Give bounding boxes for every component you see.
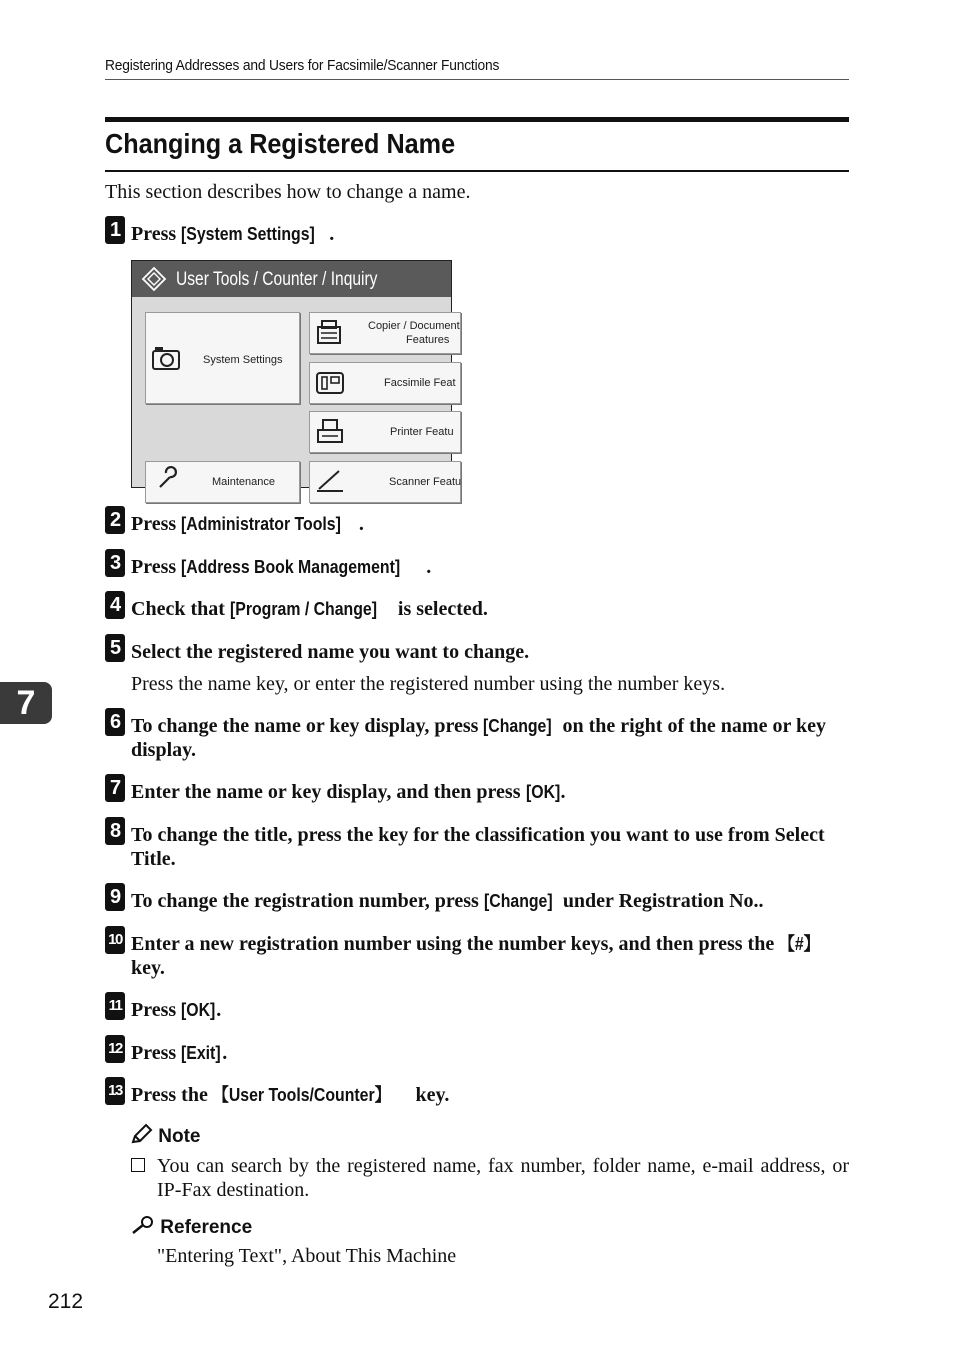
copier-label: Copier / Document — [368, 320, 460, 332]
keyword: [Administrator Tools] — [181, 514, 342, 534]
step-7: Enter the name or key display, and then press [OK]. — [131, 781, 566, 803]
step-number-badge: 8 — [105, 817, 125, 845]
page-number: 212 — [48, 1290, 84, 1313]
chapter-tab: 7 — [0, 682, 52, 724]
step-number-badge: 6 — [105, 708, 125, 736]
step-number-badge: 10 — [105, 926, 125, 954]
step-5-detail: Press the name key, or enter the registered number using the number keys. — [131, 673, 726, 695]
scanner-icon — [315, 467, 345, 495]
keyword: [OK] — [525, 782, 560, 802]
step-2: Press [Administrator Tools] . — [131, 513, 364, 535]
copier-icon — [315, 319, 345, 347]
printer-features-button[interactable] — [309, 411, 461, 453]
keyword: [Change] — [483, 891, 553, 911]
printer-label: Printer Featu — [390, 426, 454, 438]
screen-title: User Tools / Counter / Inquiry — [176, 269, 378, 290]
system-settings-button[interactable] — [145, 312, 300, 404]
title-rule-top — [105, 117, 849, 122]
keyword: [System Settings] — [181, 224, 315, 244]
pencil-icon — [131, 1124, 153, 1144]
reference-text: "Entering Text", About This Machine — [157, 1245, 457, 1267]
step-number-badge: 11 — [105, 992, 125, 1020]
wrench-icon — [156, 467, 180, 491]
printer-icon — [315, 418, 345, 446]
user-tools-icon — [142, 267, 166, 291]
reference-heading: Reference — [131, 1215, 252, 1239]
step-number-badge: 9 — [105, 883, 125, 911]
step-5: Select the registered name you want to change. — [131, 641, 530, 663]
step-13: Press the 【User Tools/Counter】 key. — [131, 1084, 450, 1106]
facsimile-label: Facsimile Feat — [384, 377, 456, 389]
step-number-badge: 3 — [105, 549, 125, 577]
step-number-badge: 4 — [105, 591, 125, 619]
keyword: [Exit] — [181, 1043, 221, 1063]
step-number-badge: 12 — [105, 1035, 125, 1063]
step-4: Check that [Program / Change] is selected. — [131, 598, 488, 620]
step-8: To change the title, press the key for the classification you want to use from Select Title. — [131, 824, 825, 870]
system-settings-icon — [151, 345, 181, 373]
step-number-badge: 13 — [105, 1077, 125, 1105]
magnifier-icon — [131, 1215, 155, 1235]
keyword: [Address Book Management] — [181, 557, 401, 577]
copier-features-button[interactable] — [309, 312, 461, 354]
scanner-label: Scanner Featu — [389, 476, 462, 488]
maintenance-button[interactable] — [145, 461, 300, 503]
keyword: 【#】 — [779, 934, 820, 954]
step-10: Enter a new registration number using the number keys, and then press the 【#】 key. — [131, 933, 820, 979]
note-text: You can search by the registered name, fax number, folder name, e-mail address, or IP-Fax destination. — [157, 1155, 849, 1201]
screen-title-bar — [132, 261, 451, 297]
header-rule — [105, 79, 849, 80]
running-header: Registering Addresses and Users for Facsimile/Scanner Functions — [105, 57, 500, 74]
keyword: [Change] — [483, 716, 553, 736]
system-settings-label: System Settings — [203, 354, 283, 366]
step-3: Press [Address Book Management] . — [131, 556, 432, 578]
facsimile-features-button[interactable] — [309, 362, 461, 404]
checkbox-bullet-icon — [131, 1158, 145, 1172]
keyword: [OK] — [181, 1000, 216, 1020]
intro-text: This section describes how to change a name. — [105, 181, 471, 203]
maintenance-label: Maintenance — [212, 476, 275, 488]
step-6: To change the name or key display, press [Change] on the right of the name or key display. — [131, 715, 826, 761]
scanner-features-button[interactable] — [309, 461, 461, 503]
copier-label-2: Features — [406, 334, 450, 346]
keyword: [Program / Change] — [229, 599, 377, 619]
step-number-badge: 7 — [105, 774, 125, 802]
section-title: Changing a Registered Name — [105, 128, 456, 159]
step-number-badge: 1 — [105, 216, 125, 244]
step-1: Press [System Settings] . — [131, 223, 335, 245]
step-number-badge: 5 — [105, 634, 125, 662]
title-rule-bottom — [105, 170, 849, 172]
note-heading: Note — [131, 1124, 201, 1148]
step-11: Press [OK]. — [131, 999, 222, 1021]
step-number-badge: 2 — [105, 506, 125, 534]
facsimile-icon — [315, 369, 345, 397]
step-12: Press [Exit]. — [131, 1042, 228, 1064]
keyword: 【User Tools/Counter】 — [212, 1085, 391, 1105]
step-9: To change the registration number, press [Change] under Registration No.. — [131, 890, 764, 912]
control-panel-screenshot — [131, 260, 462, 488]
